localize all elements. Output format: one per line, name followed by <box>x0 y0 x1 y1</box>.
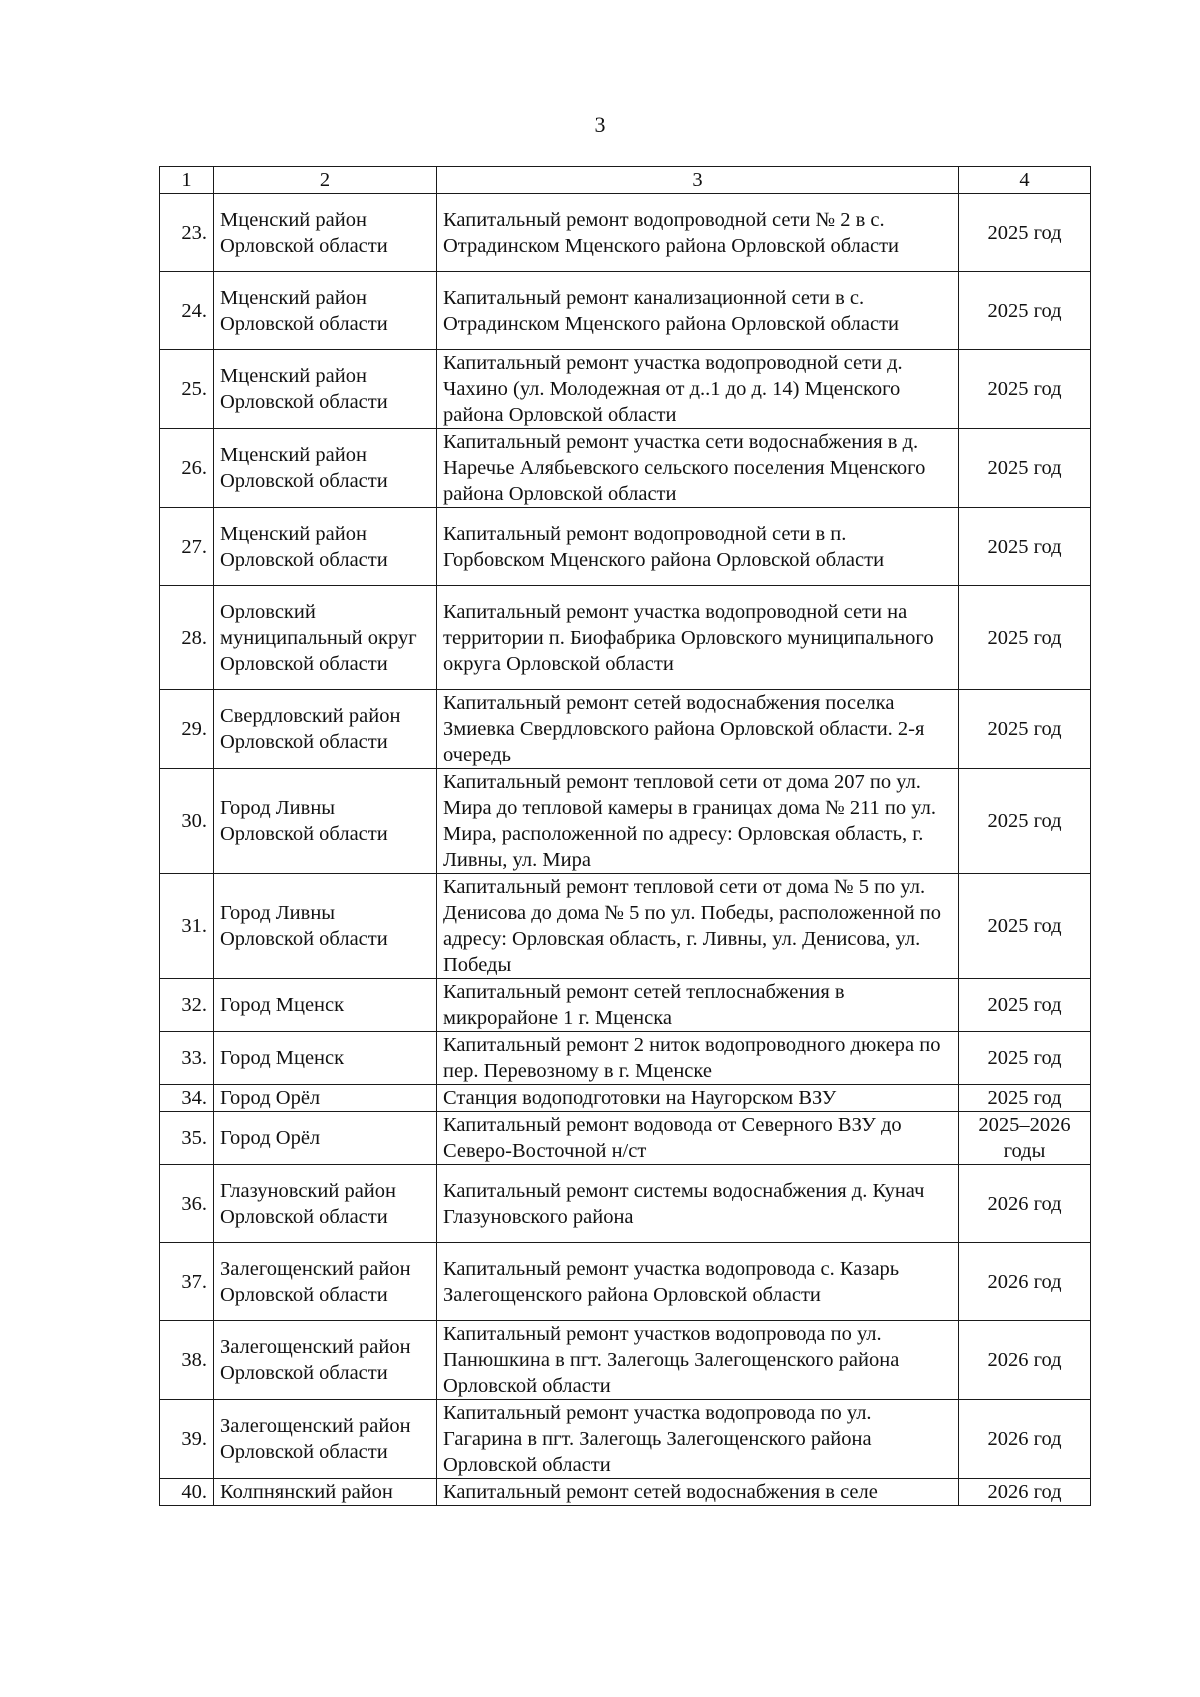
row-description: Капитальный ремонт тепловой сети от дома 207 по ул. Мира до тепловой камеры в границах дома № 211 по ул. Мира, расположенной по адресу: Орловская область, г. Ливны, ул. Мира <box>437 769 959 874</box>
table-row <box>160 429 1091 508</box>
schedule-table <box>159 166 1091 1506</box>
row-year: 2025 год <box>959 508 1091 586</box>
row-year: 2025 год <box>959 350 1091 429</box>
row-description: Капитальный ремонт 2 ниток водопроводного дюкера по пер. Перевозному в г. Мценске <box>437 1032 959 1085</box>
row-number: 34. <box>160 1085 214 1112</box>
column-header-2: 2 <box>214 167 437 194</box>
table-body <box>160 194 1091 1506</box>
table-row <box>160 1085 1091 1112</box>
row-place: Залегощенский район Орловской области <box>214 1243 437 1321</box>
row-number: 35. <box>160 1112 214 1165</box>
row-description: Капитальный ремонт водопроводной сети № 2 в с. Отрадинском Мценского района Орловской области <box>437 194 959 272</box>
row-number: 29. <box>160 690 214 769</box>
row-number: 33. <box>160 1032 214 1085</box>
row-year: 2025 год <box>959 1085 1091 1112</box>
row-number: 30. <box>160 769 214 874</box>
row-place: Мценский район Орловской области <box>214 350 437 429</box>
row-year: 2025 год <box>959 1032 1091 1085</box>
row-year: 2025 год <box>959 979 1091 1032</box>
page-number: 3 <box>594 112 606 137</box>
row-place: Город Орёл <box>214 1112 437 1165</box>
row-year: 2025 год <box>959 769 1091 874</box>
row-description: Капитальный ремонт участка водопроводной сети на территории п. Биофабрика Орловского муниципального округа Орловской области <box>437 586 959 690</box>
row-number: 31. <box>160 874 214 979</box>
row-number: 40. <box>160 1479 214 1506</box>
table-row <box>160 1032 1091 1085</box>
table-row <box>160 1400 1091 1479</box>
row-year: 2026 год <box>959 1400 1091 1479</box>
row-year: 2026 год <box>959 1165 1091 1243</box>
row-place: Мценский район Орловской области <box>214 508 437 586</box>
table-row <box>160 1321 1091 1400</box>
table-row <box>160 1243 1091 1321</box>
row-number: 25. <box>160 350 214 429</box>
row-year: 2026 год <box>959 1243 1091 1321</box>
table-row <box>160 769 1091 874</box>
row-year: 2025 год <box>959 586 1091 690</box>
row-description: Капитальный ремонт сетей теплоснабжения в микрорайоне 1 г. Мценска <box>437 979 959 1032</box>
row-place: Глазуновский район Орловской области <box>214 1165 437 1243</box>
column-header-3: 3 <box>437 167 959 194</box>
row-description: Капитальный ремонт канализационной сети в с. Отрадинском Мценского района Орловской области <box>437 272 959 350</box>
row-description: Капитальный ремонт водопроводной сети в п. Горбовском Мценского района Орловской области <box>437 508 959 586</box>
row-number: 39. <box>160 1400 214 1479</box>
row-description: Капитальный ремонт системы водоснабжения д. Кунач Глазуновского района <box>437 1165 959 1243</box>
row-place: Город Ливны Орловской области <box>214 769 437 874</box>
row-description: Капитальный ремонт участка водопровода с. Казарь Залегощенского района Орловской области <box>437 1243 959 1321</box>
row-description: Капитальный ремонт сетей водоснабжения поселка Змиевка Свердловского района Орловской области. 2-я очередь <box>437 690 959 769</box>
row-number: 24. <box>160 272 214 350</box>
row-number: 37. <box>160 1243 214 1321</box>
table-row <box>160 874 1091 979</box>
row-number: 26. <box>160 429 214 508</box>
row-place: Свердловский район Орловской области <box>214 690 437 769</box>
row-place: Колпнянский район <box>214 1479 437 1506</box>
column-header-1: 1 <box>160 167 214 194</box>
row-description: Станция водоподготовки на Наугорском ВЗУ <box>437 1085 959 1112</box>
row-description: Капитальный ремонт тепловой сети от дома № 5 по ул. Денисова до дома № 5 по ул. Победы, расположенной по адресу: Орловская область, г. Ливны, ул. Денисова, ул. Победы <box>437 874 959 979</box>
row-number: 32. <box>160 979 214 1032</box>
row-place: Залегощенский район Орловской области <box>214 1400 437 1479</box>
row-year: 2025 год <box>959 194 1091 272</box>
row-year: 2026 год <box>959 1321 1091 1400</box>
row-number: 38. <box>160 1321 214 1400</box>
row-place: Залегощенский район Орловской области <box>214 1321 437 1400</box>
row-place: Город Ливны Орловской области <box>214 874 437 979</box>
table-row <box>160 350 1091 429</box>
row-description: Капитальный ремонт сетей водоснабжения в селе <box>437 1479 959 1506</box>
row-place: Город Мценск <box>214 1032 437 1085</box>
table-row <box>160 1165 1091 1243</box>
row-number: 36. <box>160 1165 214 1243</box>
row-description: Капитальный ремонт водовода от Северного ВЗУ до Северо-Восточной н/ст <box>437 1112 959 1165</box>
row-number: 28. <box>160 586 214 690</box>
table-row <box>160 1479 1091 1506</box>
table-row <box>160 508 1091 586</box>
row-place: Мценский район Орловской области <box>214 429 437 508</box>
row-number: 23. <box>160 194 214 272</box>
row-place: Город Мценск <box>214 979 437 1032</box>
row-year: 2025–2026 годы <box>959 1112 1091 1165</box>
table-row <box>160 272 1091 350</box>
row-year: 2025 год <box>959 874 1091 979</box>
table-row <box>160 586 1091 690</box>
table-row <box>160 979 1091 1032</box>
table-header-row <box>160 167 1091 194</box>
row-description: Капитальный ремонт участка сети водоснабжения в д. Наречье Алябьевского сельского поселения Мценского района Орловской области <box>437 429 959 508</box>
column-header-4: 4 <box>959 167 1091 194</box>
row-description: Капитальный ремонт участка водопровода по ул. Гагарина в пгт. Залегощь Залегощенского района Орловской области <box>437 1400 959 1479</box>
row-year: 2025 год <box>959 272 1091 350</box>
table-row <box>160 690 1091 769</box>
row-place: Город Орёл <box>214 1085 437 1112</box>
row-description: Капитальный ремонт участков водопровода по ул. Панюшкина в пгт. Залегощь Залегощенского района Орловской области <box>437 1321 959 1400</box>
row-place: Мценский район Орловской области <box>214 194 437 272</box>
table-row <box>160 194 1091 272</box>
row-description: Капитальный ремонт участка водопроводной сети д. Чахино (ул. Молодежная от д..1 до д. 14) Мценского района Орловской области <box>437 350 959 429</box>
row-year: 2026 год <box>959 1479 1091 1506</box>
row-year: 2025 год <box>959 690 1091 769</box>
row-number: 27. <box>160 508 214 586</box>
row-year: 2025 год <box>959 429 1091 508</box>
row-place: Мценский район Орловской области <box>214 272 437 350</box>
row-place: Орловский муниципальный округ Орловской области <box>214 586 437 690</box>
table-row <box>160 1112 1091 1165</box>
